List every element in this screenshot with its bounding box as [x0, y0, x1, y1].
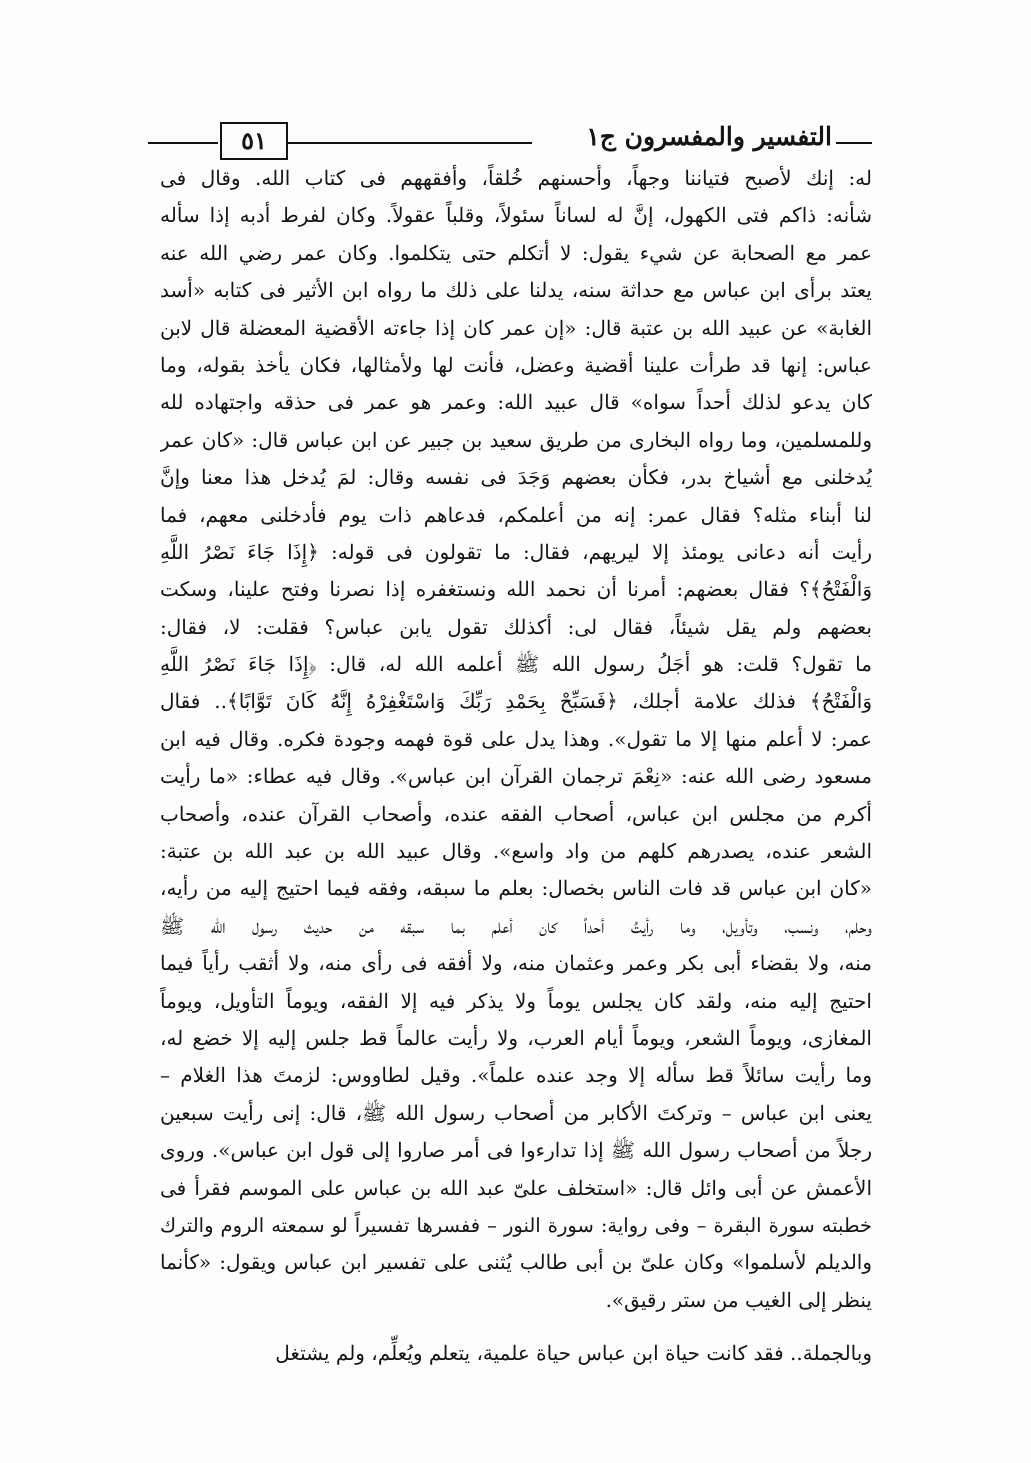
text-line: لنا أبناء مثله؟ فقال عمر: إنه من أعلمكم، فدعاهم ذات يوم فأدخلنى معهم، فما — [160, 502, 872, 527]
text-line: يعنى ابن عباس – وتركتَ الأكابر من أصحاب رسول الله ﷺ، قال: إنى رأيت سبعين — [160, 1100, 872, 1125]
text-line: وَالْفَتْحُ﴾ فذلك علامة أجلك، ﴿فَسَبِّحْ بِحَمْدِ رَبِّكَ وَاسْتَغْفِرْهُ إِنَّهُ كَانَ تَوَّابًا﴾.. فقال — [160, 689, 872, 714]
text-line: رأيت أنه دعانى يومئذ إلا ليريهم، فقال: ما تقولون فى قوله: ﴿إِذَا جَاءَ نَصْرُ اللَّهِ — [160, 539, 872, 564]
text-line: وَالْفَتْحُ﴾؟ فقال بعضهم: أمرنا أن نحمد الله ونستغفره إذا نصرنا وفتح علينا، وسكت — [160, 577, 872, 602]
text-line: يُدخلنى مع أشياخ بدر، فكأن بعضهم وَجَدَ فى نفسه وقال: لمَ يُدخل هذا معنا وإنَّ — [160, 465, 872, 490]
text-line: «كان ابن عباس قد فات الناس بخصال: بعلم ما سبقه، وفقه فيما احتيج إليه من رأيه، — [160, 876, 872, 901]
text-line: عباس: إنها قد طرأت علينا أقضية وعضل، فأنت لها ولأمثالها، فكان يأخذ بقوله، وما — [160, 352, 872, 377]
paragraphs — [160, 160, 872, 1373]
text-line: منه، ولا بقضاء أبى بكر وعمر وعثمان منه، ولا أفقه فى رأى منه، ولا أثقب رأياً فيما — [160, 951, 872, 976]
text-line: وما رأيت سائلاً قط سأله إلا وجد عنده علماً». وقيل لطاووس: لزمتَ هذا الغلام – — [160, 1063, 872, 1088]
text-line: المغازى، ويوماً الشعر، ويوماً أيام العرب، ولا رأيت عالماً قط جلس إليه إلا خضع له، — [160, 1025, 872, 1050]
text-line: يعتد برأى ابن عباس مع حداثة سنه، يدلنا على ذلك ما رواه ابن الأثير فى كتابه «أسد — [160, 278, 872, 303]
text-line: الأعمش عن أبى وائل قال: «استخلف علىّ عبد الله بن عباس على الموسم فقرأ فى — [160, 1175, 872, 1200]
text-line: ما تقول؟ قلت: هو أجَلُ رسول الله ﷺ أعلمه الله له، قال: ﴿إِذَا جَاءَ نَصْرُ اللَّهِ — [160, 652, 872, 677]
text-line: وحلم، ونسب، وتأويل، وما رأيتُ أحداً كان أعلم بما سبقه من حديث رسول الله ﷺ — [160, 913, 872, 938]
text-line: الغابة» عن عبيد الله بن عتبة قال: «إن عمر كان إذا جاءته الأقضية المعضلة قال لابن — [160, 315, 872, 340]
paragraph — [160, 160, 872, 1319]
paragraph — [160, 1335, 872, 1372]
text-line: ينظر إلى الغيب من ستر رقيق». — [605, 1287, 872, 1312]
text-line: شأنه: ذاكم فتى الكهول، إنَّ له لساناً سئولاً، وقلباً عقولاً. وكان لفرط أدبه إذا سأله — [160, 203, 872, 228]
text-line: أكرم من مجلس ابن عباس، أصحاب الفقه عنده، وأصحاب القرآن عنده، وأصحاب — [160, 801, 872, 826]
header-rule-left — [148, 142, 218, 144]
header-rule-right — [836, 142, 872, 144]
text-line: الشعر عنده، يصدرهم كلهم من واد واسع». وقال عبيد الله بن عبد الله بن عتبة: — [160, 839, 872, 864]
text-line: مسعود رضى الله عنه: «نِعْمَ ترجمان القرآن ابن عباس». وقال فيه عطاء: «ما رأيت — [160, 764, 872, 789]
page-body — [160, 160, 872, 1373]
running-title: التفسير والمفسرون ج١ — [586, 122, 832, 151]
page-number: ٥١ — [220, 122, 288, 160]
header-rule-middle — [288, 142, 532, 144]
text-line: خطبته سورة البقرة – وفى رواية: سورة النور – ففسرها تفسيراً لو سمعته الروم والترك — [160, 1213, 872, 1237]
text-line: والديلم لأسلموا» وكان علىّ بن أبى طالب يُثنى على تفسير ابن عباس ويقول: «كأنما — [160, 1250, 872, 1275]
text-line: له: إنك لأصبح فتياننا وجهاً، وأحسنهم خُلقاً، وأفقههم فى كتاب الله. وقال فى — [160, 166, 872, 190]
text-line: وللمسلمين، وما رواه البخارى من طريق سعيد بن جبير عن ابن عباس قال: «كان عمر — [160, 427, 872, 452]
text-line: احتيج إليه منه، ولقد كان يجلس يوماً ولا يذكر فيه إلا الفقه، ويوماً التأويل، ويوماً — [160, 988, 872, 1013]
text-line: بعضهم ولم يقل شيئاً، فقال لى: أكذلك تقول يابن عباس؟ فقلت: لا، فقال: — [160, 614, 872, 639]
running-header — [148, 122, 872, 164]
text-line: كان يدعو لذلك أحداً سواه» قال عبيد الله: وعمر هو عمر فى حذقه واجتهاده لله — [160, 390, 872, 415]
text-line: عمر: لا أعلم منها إلا ما تقول». وهذا يدل على قوة فهمه وجودة فكره. وقال فيه ابن — [160, 726, 872, 751]
text-line: وبالجملة.. فقد كانت حياة ابن عباس حياة علمية، يتعلم ويُعلِّم، ولم يشتغل — [275, 1341, 872, 1366]
text-line: عمر مع الصحابة عن شيء يقول: لا أتكلم حتى يتكلموا. وكان عمر رضي الله عنه — [160, 240, 872, 265]
text-line: رجلاً من أصحاب رسول الله ﷺ إذا تدارءوا فى أمر صاروا إلى قول ابن عباس». وروى — [160, 1138, 872, 1163]
